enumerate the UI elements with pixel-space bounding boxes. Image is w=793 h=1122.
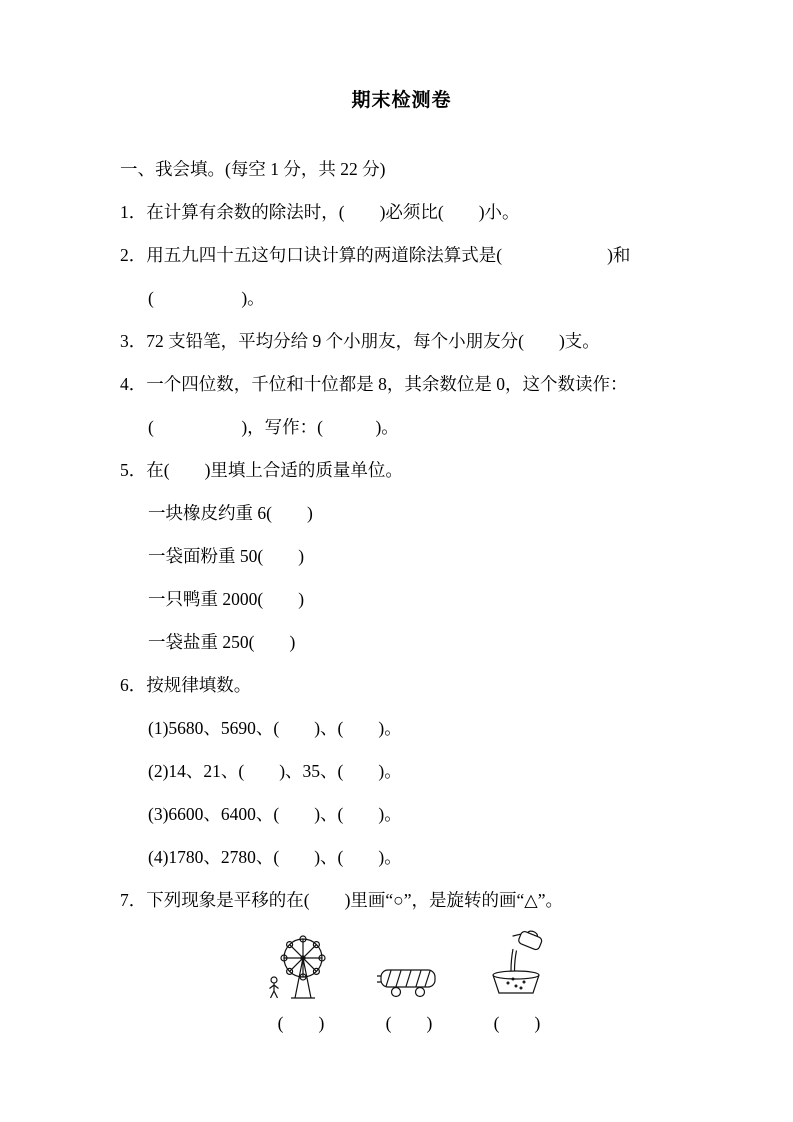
figure-3-answer-blank: ( ) [493, 1013, 541, 1033]
question-5-item-1: 一块橡皮约重 6( ) [148, 503, 313, 523]
question-5-item-4: 一袋盐重 250( ) [148, 632, 296, 652]
question-3: 3．72 支铅笔，平均分给 9 个小朋友，每个小朋友分( )支。 [120, 331, 600, 351]
question-1: 1．在计算有余数的除法时，( )必须比( )小。 [120, 202, 520, 222]
question-6-item-4: (4)1780、2780、( )、( )。 [148, 847, 402, 867]
ferris-wheel-icon [265, 930, 337, 1004]
figure-train [368, 958, 450, 1038]
question-7-figures [260, 930, 683, 1038]
figure-pouring-water [476, 930, 558, 1038]
figure-1-answer-blank: ( ) [277, 1013, 325, 1033]
question-4-line-2: ( )，写作：( )。 [148, 417, 399, 437]
question-2-line-2: ( )。 [148, 288, 265, 308]
question-6-item-2: (2)14、21、( )、35、( )。 [148, 761, 402, 781]
question-5-item-2: 一袋面粉重 50( ) [148, 546, 305, 566]
figure-2-answer-blank: ( ) [385, 1013, 433, 1033]
train-icon [375, 958, 443, 1004]
question-5-item-3: 一只鸭重 2000( ) [148, 589, 305, 609]
question-6-item-3: (3)6600、6400、( )、( )。 [148, 804, 402, 824]
page-title: 期末检测卷 [351, 90, 452, 111]
section-1-header: 一、我会填。(每空 1 分，共 22 分) [120, 159, 386, 179]
question-5-stem: 5．在( )里填上合适的质量单位。 [120, 460, 403, 480]
question-6-stem: 6．按规律填数。 [120, 675, 252, 695]
question-2-line-1: 2．用五九四十五这句口诀计算的两道除法算式是( )和 [120, 245, 631, 265]
question-6-item-1: (1)5680、5690、( )、( )。 [148, 718, 402, 738]
question-7-stem: 7．下列现象是平移的在( )里画“○”，是旋转的画“△”。 [120, 890, 564, 910]
pouring-water-icon [485, 930, 549, 1004]
figure-ferris-wheel [260, 930, 342, 1038]
question-4-line-1: 4．一个四位数，千位和十位都是 8，其余数位是 0，这个数读作： [120, 374, 628, 394]
